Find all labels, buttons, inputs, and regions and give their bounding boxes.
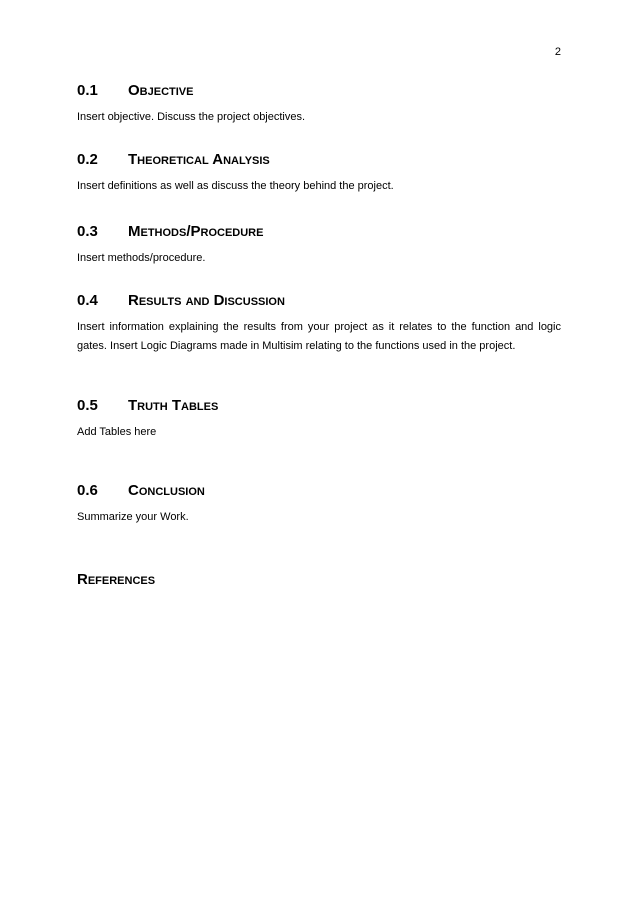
section-title: Objective xyxy=(128,82,194,99)
section-heading xyxy=(77,482,561,500)
section-body: Insert definitions as well as discuss the theory behind the project. xyxy=(77,180,394,192)
section-heading xyxy=(77,397,561,415)
section-number: 0.4 xyxy=(77,292,98,309)
section-objective xyxy=(77,82,561,127)
section-body: Summarize your Work. xyxy=(77,511,189,523)
section-title: Conclusion xyxy=(128,482,205,499)
section-number: 0.6 xyxy=(77,482,98,499)
section-body: Insert information explaining the results from your project as it relates to the function and logic gates. Insert Logic Diagrams made in Multisim relating to the functions used in the project. xyxy=(77,321,561,352)
section-number: 0.1 xyxy=(77,82,98,99)
section-body: Add Tables here xyxy=(77,426,157,438)
section-number: 0.3 xyxy=(77,223,98,240)
section-number: 0.2 xyxy=(77,151,98,168)
section-heading xyxy=(77,151,561,169)
section-title: Truth Tables xyxy=(128,397,219,414)
section-title: Theoretical Analysis xyxy=(128,151,270,168)
page-number: 2 xyxy=(554,46,561,58)
section-body: Insert objective. Discuss the project objectives. xyxy=(77,111,306,123)
section-number: 0.5 xyxy=(77,397,98,414)
section-conclusion xyxy=(77,482,561,527)
section-theoretical-analysis xyxy=(77,151,561,196)
section-heading xyxy=(77,82,561,100)
references-heading: References xyxy=(77,571,156,588)
section-truth-tables xyxy=(77,397,561,442)
section-heading xyxy=(77,223,561,241)
section-methods xyxy=(77,223,561,268)
section-body: Insert methods/procedure. xyxy=(77,252,206,264)
section-title: Results and Discussion xyxy=(128,292,285,309)
section-title: Methods/Procedure xyxy=(128,223,264,240)
section-references xyxy=(77,571,561,589)
section-heading xyxy=(77,292,561,310)
section-results-discussion xyxy=(77,292,561,355)
